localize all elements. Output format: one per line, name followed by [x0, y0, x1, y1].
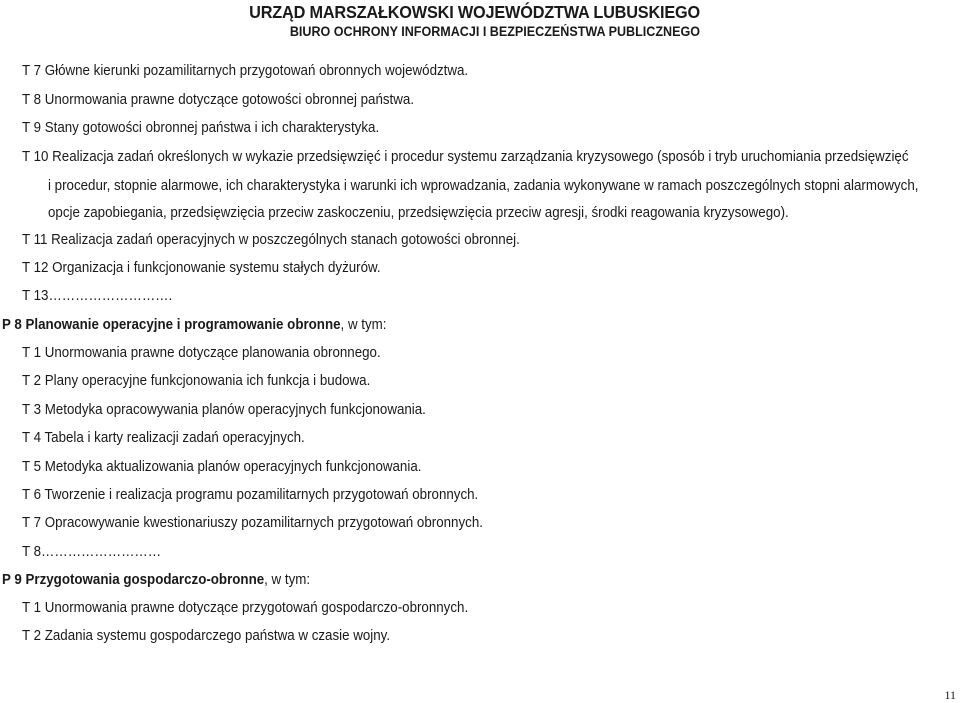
- p8-topic-t2: T 2 Plany operacyjne funkcjonowania ich funkcja i budowa.: [22, 373, 371, 389]
- p8-topic-t1: T 1 Unormowania prawne dotyczące planowania obronnego.: [22, 345, 381, 361]
- p8-topic-t3: T 3 Metodyka opracowywania planów operacyjnych funkcjonowania.: [22, 402, 426, 418]
- topic-t13: T 13……………………….: [22, 288, 173, 304]
- section-p8-title: P 8 Planowanie operacyjne i programowanie obronne: [2, 317, 341, 333]
- p9-topic-t2: T 2 Zadania systemu gospodarczego państwa w czasie wojny.: [22, 628, 391, 644]
- section-p8-heading: [2, 316, 386, 334]
- topic-t10-line1: T 10 Realizacja zadań określonych w wykazie przedsięwzięć i procedur systemu zarządzania kryzysowego (sposób i tryb uruchomiania przedsięwzięć: [22, 149, 909, 165]
- page-number: 11: [944, 688, 956, 702]
- p8-topic-t4: T 4 Tabela i karty realizacji zadań operacyjnych.: [22, 430, 305, 446]
- office-title: URZĄD MARSZAŁKOWSKI WOJEWÓDZTWA LUBUSKIEGO: [249, 2, 700, 22]
- p8-topic-t7: T 7 Opracowywanie kwestionariuszy pozamilitarnych przygotowań obronnych.: [22, 515, 483, 531]
- bureau-subtitle: BIURO OCHRONY INFORMACJI I BEZPIECZEŃSTWA PUBLICZNEGO: [289, 24, 700, 39]
- topic-t8: T 8 Unormowania prawne dotyczące gotowości obronnej państwa.: [22, 92, 415, 108]
- topic-t7: T 7 Główne kierunki pozamilitarnych przygotowań obronnych województwa.: [22, 63, 469, 79]
- section-p9-title: P 9 Przygotowania gospodarczo-obronne: [2, 572, 265, 588]
- section-p8-suffix: , w tym:: [340, 317, 387, 333]
- p8-topic-t6: T 6 Tworzenie i realizacja programu pozamilitarnych przygotowań obronnych.: [22, 487, 479, 503]
- p8-topic-t8: T 8………………………: [22, 544, 162, 560]
- topic-t11: T 11 Realizacja zadań operacyjnych w poszczególnych stanach gotowości obronnej.: [22, 232, 520, 248]
- section-p9-heading: [2, 571, 310, 589]
- topic-t12: T 12 Organizacja i funkcjonowanie systemu stałych dyżurów.: [22, 260, 381, 276]
- section-p9-suffix: , w tym:: [264, 572, 311, 588]
- topic-t10-line2: i procedur, stopnie alarmowe, ich charakterystyka i warunki ich wprowadzania, zadania wykonywane w ramach poszczególnych stopni alarmowych,: [48, 178, 919, 194]
- p8-topic-t5: T 5 Metodyka aktualizowania planów operacyjnych funkcjonowania.: [22, 459, 422, 475]
- topic-t9: T 9 Stany gotowości obronnej państwa i ich charakterystyka.: [22, 120, 380, 136]
- topic-t10-line3: opcje zapobiegania, przedsięwzięcia przeciw zaskoczeniu, przedsięwzięcia przeciw agresji, środki reagowania kryzysowego).: [48, 205, 789, 221]
- p9-topic-t1: T 1 Unormowania prawne dotyczące przygotowań gospodarczo-obronnych.: [22, 600, 469, 616]
